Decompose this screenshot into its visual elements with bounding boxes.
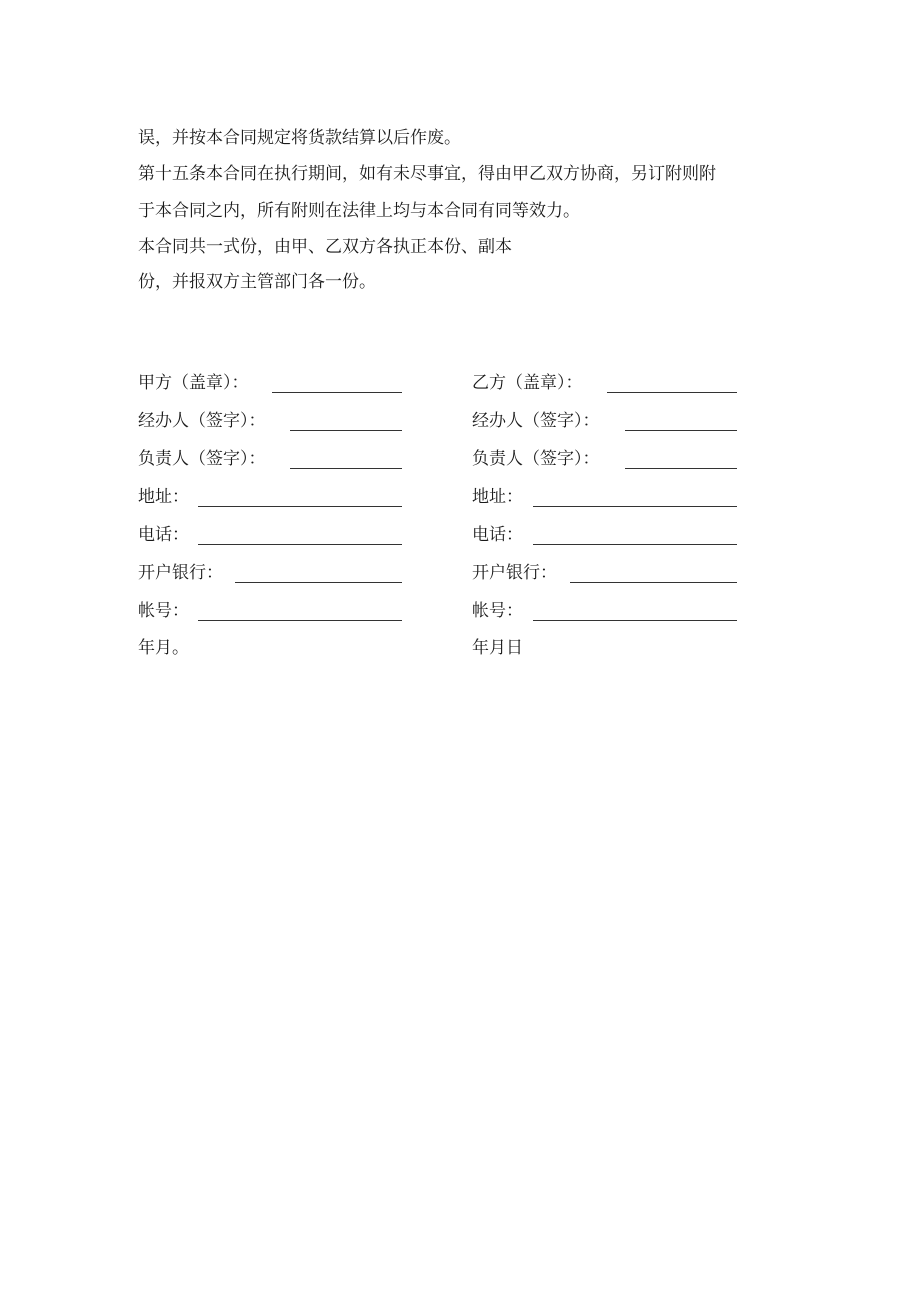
party-a-bank-label: 开户银行： [138,563,223,583]
party-a-seal-blank [272,392,402,393]
party-b-seal-blank [607,392,737,393]
party-b-agent-label: 经办人（签字）： [472,411,600,431]
party-a-account-label: 帐号： [138,601,189,621]
party-b-phone-blank [533,544,737,545]
party-b-agent-blank [625,430,737,431]
party-b-date-label: 年月日 [472,638,523,658]
party-b-bank-label: 开户银行： [472,563,557,583]
paragraph-line-2: 第十五条本合同在执行期间，如有未尽事宜，得由甲乙双方协商，另订附则附 [138,164,716,184]
party-b-bank-blank [570,582,737,583]
party-b-address-blank [533,506,737,507]
party-b-seal-label: 乙方（盖章）： [472,373,583,393]
party-a-agent-label: 经办人（签字）： [138,411,266,431]
paragraph-line-4: 本合同共一式份，由甲、乙双方各执正本份、副本 [138,237,512,257]
party-b-account-label: 帐号： [472,601,523,621]
party-a-seal-label: 甲方（盖章）： [138,373,249,393]
party-a-date-label: 年月。 [138,638,189,658]
party-b-responsible-blank [625,468,737,469]
paragraph-line-1: 误，并按本合同规定将货款结算以后作废。 [138,128,461,148]
party-b-address-label: 地址： [472,487,523,507]
party-a-address-label: 地址： [138,487,189,507]
party-b-phone-label: 电话： [472,525,523,545]
paragraph-line-5: 份，并报双方主管部门各一份。 [138,272,376,292]
party-a-responsible-blank [290,468,402,469]
paragraph-line-3: 于本合同之内，所有附则在法律上均与本合同有同等效力。 [138,201,580,221]
party-a-phone-label: 电话： [138,525,189,545]
party-a-phone-blank [198,544,402,545]
party-b-responsible-label: 负责人（签字）： [472,449,600,469]
party-a-address-blank [198,506,402,507]
party-a-bank-blank [235,582,402,583]
party-a-agent-blank [290,430,402,431]
party-a-responsible-label: 负责人（签字）： [138,449,266,469]
party-a-account-blank [198,620,402,621]
party-b-account-blank [533,620,737,621]
